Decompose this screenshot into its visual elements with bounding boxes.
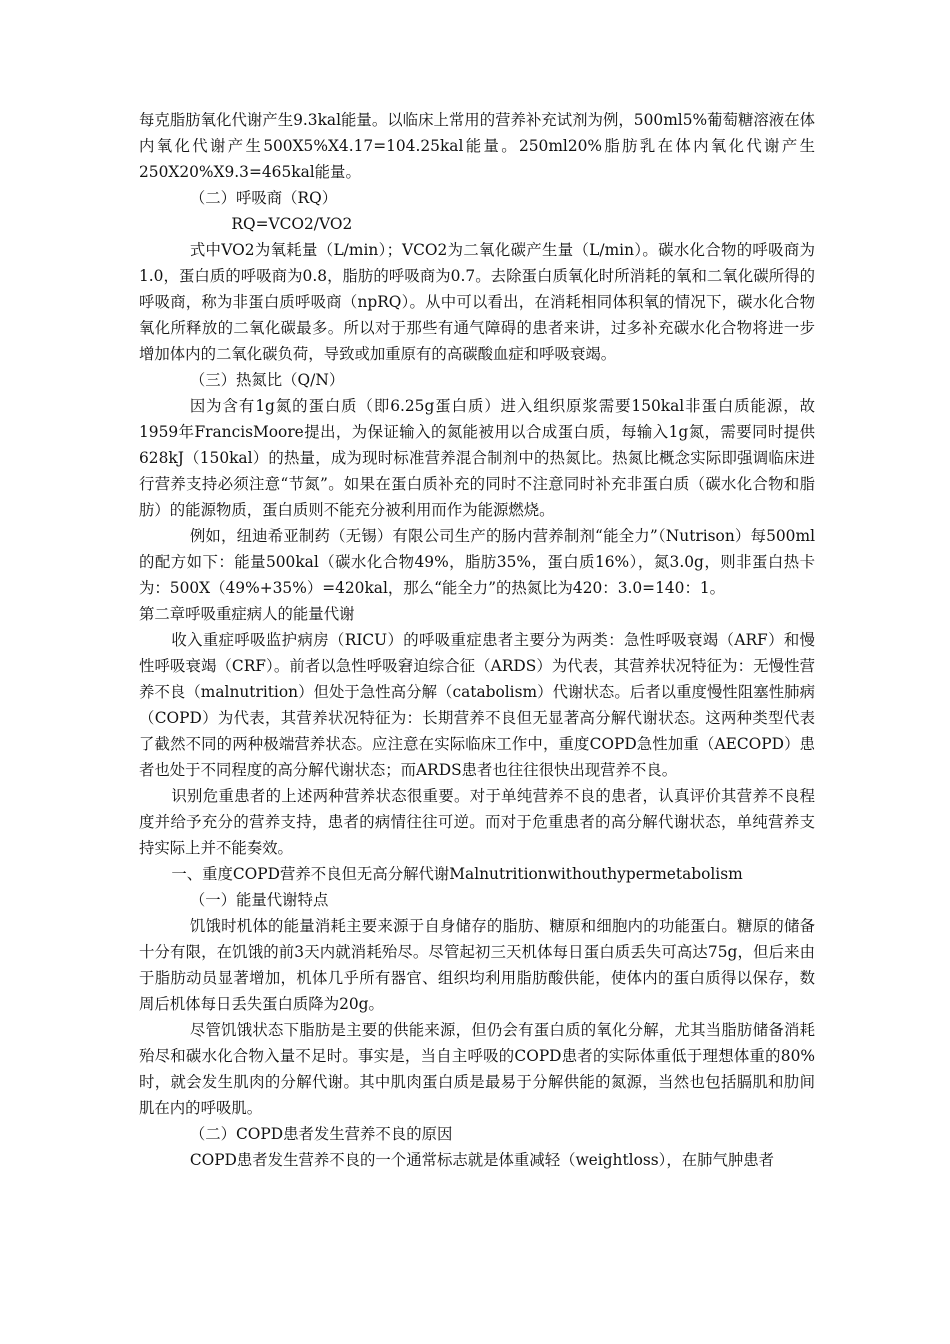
paragraph-identify-states: 识别危重患者的上述两种营养状态很重要。对于单纯营养不良的患者，认真评价其营养不良程度并给予充分的营养支持，患者的病情往往可逆。而对于危重患者的高分解代谢状态，单纯营养支持实际上并不能奏效。 (139, 787, 815, 857)
paragraph-rq-explanation: 式中VO2为氧耗量（L/min）；VCO2为二氧化碳产生量（L/min）。碳水化合物的呼吸商为1.0，蛋白质的呼吸商为0.8，脂肪的呼吸商为0.7。去除蛋白质氧化时所消耗的氧和二氧化碳所得的呼吸商，称为非蛋白质呼吸商（npRQ）。从中可以看出，在消耗相同体积氧的情况下，碳水化合物氧化所释放的二氧化碳最多。所以对于那些有通气障碍的患者来讲，过多补充碳水化合物将进一步增加体内的二氧化碳负荷，导致或加重原有的高碳酸血症和呼吸衰竭。 (139, 241, 815, 363)
paragraph-starvation: 饥饿时机体的能量消耗主要来源于自身储存的脂肪、糖原和细胞内的功能蛋白。糖原的储备十分有限，在饥饿的前3天内就消耗殆尽。尽管起初三天机体每日蛋白质丢失可高达75g，但后来由于脂肪动员显著增加，机体几乎所有器官、组织均利用脂肪酸供能，使体内的蛋白质得以保存，数周后机体每日丢失蛋白质降为20g。 (139, 917, 815, 1013)
document-page (139, 107, 815, 1173)
paragraph-weightloss: COPD患者发生营养不良的一个通常标志就是体重减轻（weightloss），在肺气肿患者 (189, 1151, 775, 1169)
paragraph-nutrison-example: 例如，纽迪希亚制药（无锡）有限公司生产的肠内营养制剂“能全力”（Nutrison）每500ml的配方如下：能量500kal（碳水化合物49%，脂肪35%，蛋白质16%），氮3.0g，则非蛋白热卡为：500X（49%+35%）=420kal，那么“能全力”的热氮比为420：3.0=140：1。 (139, 527, 815, 597)
paragraph-fat-protein: 尽管饥饿状态下脂肪是主要的供能来源，但仍会有蛋白质的氧化分解，尤其当脂肪储备消耗殆尽和碳水化合物入量不足时。事实是，当自主呼吸的COPD患者的实际体重低于理想体重的80%时，就会发生肌肉的分解代谢。其中肌肉蛋白质是最易于分解供能的氮源，当然也包括膈肌和肋间肌在内的呼吸肌。 (139, 1021, 815, 1117)
subsection-heading-metabolism: （一）能量代谢特点 (189, 891, 329, 909)
formula-rq: RQ=VCO2/VO2 (231, 215, 353, 233)
subsection-heading-causes: （二）COPD患者发生营养不良的原因 (189, 1125, 453, 1143)
paragraph-ricu-intro: 收入重症呼吸监护病房（RICU）的呼吸重症患者主要分为两类：急性呼吸衰竭（ARF）和慢性呼吸衰竭（CRF）。前者以急性呼吸窘迫综合征（ARDS）为代表，其营养状况特征为：无慢性营养不良（malnutrition）但处于急性高分解（catabolism）代谢状态。后者以重度慢性阻塞性肺病（COPD）为代表，其营养状况特征为：长期营养不良但无显著高分解代谢状态。这两种类型代表了截然不同的两种极端营养状态。应注意在实际临床工作中，重度COPD急性加重（AECOPD）患者也处于不同程度的高分解代谢状态；而ARDS患者也往往很快出现营养不良。 (139, 631, 815, 779)
section-heading-qn: （三）热氮比（Q/N） (189, 371, 345, 389)
section-heading-copd: 一、重度COPD营养不良但无高分解代谢Malnutritionwithouthypermetabolism (171, 865, 743, 883)
chapter-title: 第二章呼吸重症病人的能量代谢 (139, 605, 355, 623)
paragraph-qn-explanation: 因为含有1g氮的蛋白质（即6.25g蛋白质）进入组织原浆需要150kal非蛋白质能源，故1959年FrancisMoore提出，为保证输入的氮能被用以合成蛋白质，每输入1g氮，需要同时提供628kJ（150kal）的热量，成为现时标准营养混合制剂中的热氮比。热氮比概念实际即强调临床进行营养支持必须注意“节氮”。如果在蛋白质补充的同时不注意同时补充非蛋白质（碳水化合物和脂肪）的能源物质，蛋白质则不能充分被利用而作为能源燃烧。 (139, 397, 815, 519)
paragraph-energy-calc: 每克脂肪氧化代谢产生9.3kal能量。以临床上常用的营养补充试剂为例，500ml5%葡萄糖溶液在体内氧化代谢产生500X5%X4.17=104.25kal能量。250ml20%脂肪乳在体内氧化代谢产生250X20%X9.3=465kal能量。 (139, 111, 815, 181)
section-heading-rq: （二）呼吸商（RQ） (189, 189, 338, 207)
